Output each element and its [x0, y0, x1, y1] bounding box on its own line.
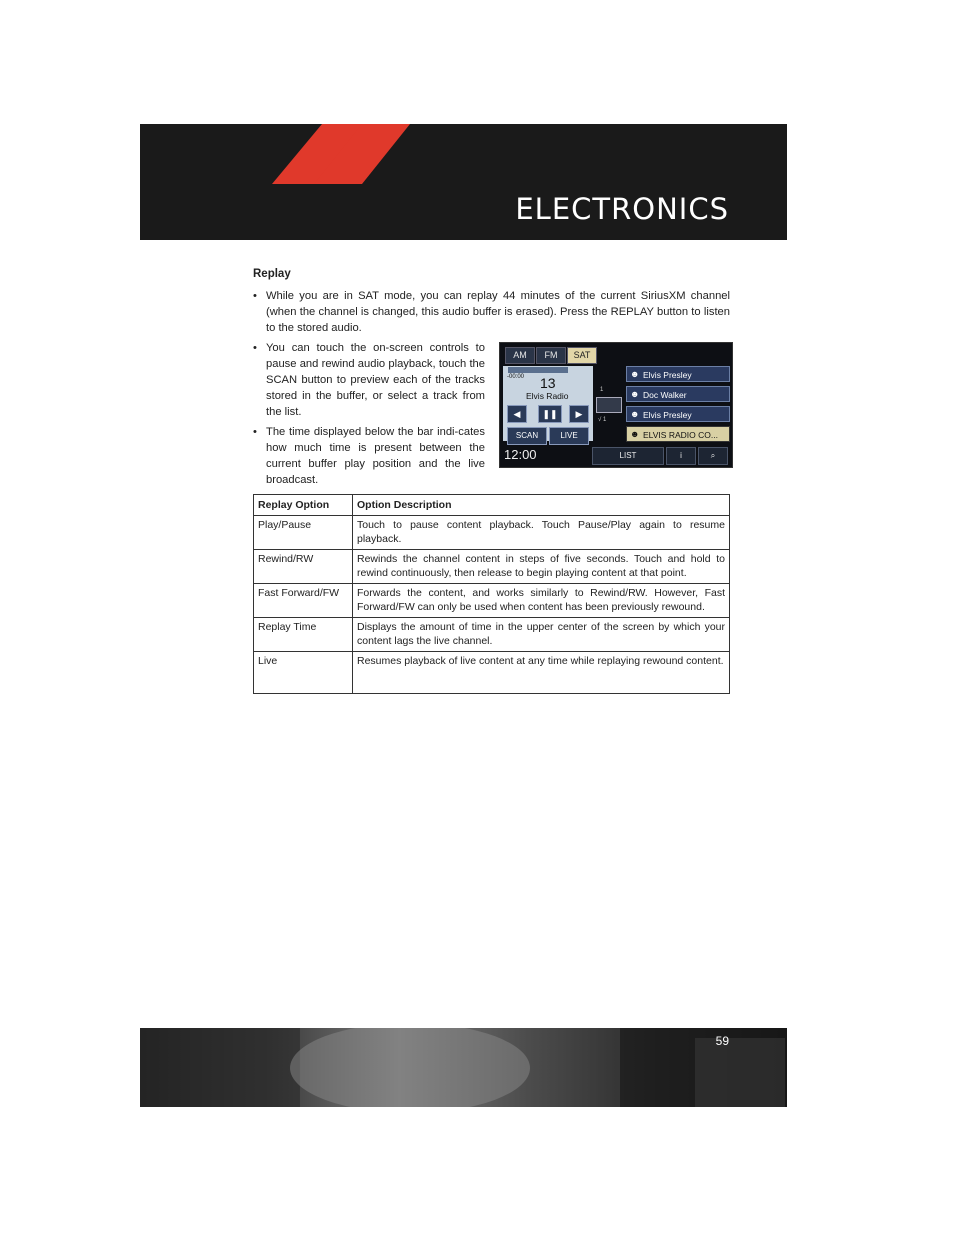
- option-description: Touch to pause content playback. Touch Pause/Play again to resume playback.: [353, 516, 730, 550]
- list-item[interactable]: [626, 366, 730, 382]
- replay-options-table: [253, 494, 730, 694]
- tab-sat[interactable]: SAT: [567, 347, 597, 364]
- person-icon: ☻: [630, 409, 640, 419]
- radio-screen-image: [499, 342, 733, 468]
- bullet-text: While you are in SAT mode, you can replay 44 minutes of the current SiriusXM channel (when the channel is changed, this audio buffer is erased). Press the REPLAY button to listen to the stored audio.: [266, 290, 730, 334]
- list-item[interactable]: [626, 386, 730, 402]
- bullet-item: [253, 340, 485, 420]
- option-description: Rewinds the channel content in steps of five seconds. Touch and hold to rewind continuously, then release to begin playing content at that point.: [353, 550, 730, 584]
- table-row: [254, 584, 730, 618]
- list-item-selected[interactable]: [626, 426, 730, 442]
- info-button[interactable]: [666, 447, 696, 465]
- info-icon: i: [680, 451, 682, 460]
- live-button[interactable]: LIVE: [549, 427, 589, 445]
- buffer-list-icon: [596, 397, 622, 413]
- section-header: [140, 124, 787, 240]
- tab-fm[interactable]: FM: [536, 347, 566, 364]
- bullet-dot: •: [253, 290, 257, 302]
- person-icon: ☻: [630, 369, 640, 379]
- column-header: Option Description: [353, 495, 730, 516]
- buffer-bottom-number: √ 1: [598, 417, 607, 423]
- rewind-button[interactable]: ◀: [507, 405, 527, 423]
- search-icon: ⌕: [710, 451, 716, 460]
- table-row: [254, 652, 730, 694]
- list-button[interactable]: [592, 447, 664, 465]
- option-name: Rewind/RW: [254, 550, 353, 584]
- bullet-dot: •: [253, 426, 257, 438]
- section-heading: Replay: [253, 268, 291, 280]
- footer-photo-band: [140, 1028, 787, 1107]
- bullet-item: [253, 288, 730, 336]
- clock: 12:00: [504, 447, 537, 462]
- option-name: Replay Time: [254, 618, 353, 652]
- buffer-top-number: 1: [600, 387, 604, 393]
- search-button[interactable]: [698, 447, 728, 465]
- bullet-dot: •: [253, 342, 257, 354]
- forward-button[interactable]: ▶: [569, 405, 589, 423]
- bullet-text: The time displayed below the bar indi-cates how much time is present between the current buffer play position and the live broadcast.: [266, 426, 485, 486]
- list-item-label: Doc Walker: [643, 390, 687, 400]
- page-number: 59: [715, 1034, 729, 1048]
- bullet-item: [253, 424, 485, 488]
- option-description: Displays the amount of time in the upper center of the screen by which your content lags the live channel.: [353, 618, 730, 652]
- table-header-row: [254, 495, 730, 516]
- brand-stripes-logo: [140, 124, 440, 240]
- person-icon: ☻: [630, 429, 640, 439]
- option-description: Resumes playback of live content at any time while replaying rewound content.: [353, 652, 730, 694]
- list-button-label: LIST: [619, 451, 637, 460]
- option-name: Fast Forward/FW: [254, 584, 353, 618]
- list-item-label: ELVIS RADIO CO...: [643, 430, 718, 440]
- column-header: Replay Option: [254, 495, 353, 516]
- footer-background-image: [140, 1028, 787, 1107]
- table-row: [254, 618, 730, 652]
- option-name: Live: [254, 652, 353, 694]
- person-icon: ☻: [630, 389, 640, 399]
- scan-button[interactable]: SCAN: [507, 427, 547, 445]
- list-item[interactable]: [626, 406, 730, 422]
- section-title: ELECTRONICS: [515, 192, 729, 226]
- replay-time: -00:00: [507, 374, 525, 380]
- channel-name: Elvis Radio: [526, 391, 569, 401]
- table-row: [254, 516, 730, 550]
- channel-number: 13: [540, 375, 556, 391]
- bullet-text: You can touch the on-screen controls to pause and rewind audio playback, touch the SCAN button to preview each of the tracks stored in the buffer, or select a track from the list.: [266, 342, 485, 418]
- list-item-label: Elvis Presley: [643, 410, 692, 420]
- pause-button[interactable]: ❚❚: [538, 405, 562, 423]
- table-row: [254, 550, 730, 584]
- list-item-label: Elvis Presley: [643, 370, 692, 380]
- option-name: Play/Pause: [254, 516, 353, 550]
- option-description: Forwards the content, and works similarly to Rewind/RW. However, Fast Forward/FW can only be used when content has been previously rewound.: [353, 584, 730, 618]
- tab-am[interactable]: AM: [505, 347, 535, 364]
- replay-progress-bar[interactable]: [508, 367, 568, 373]
